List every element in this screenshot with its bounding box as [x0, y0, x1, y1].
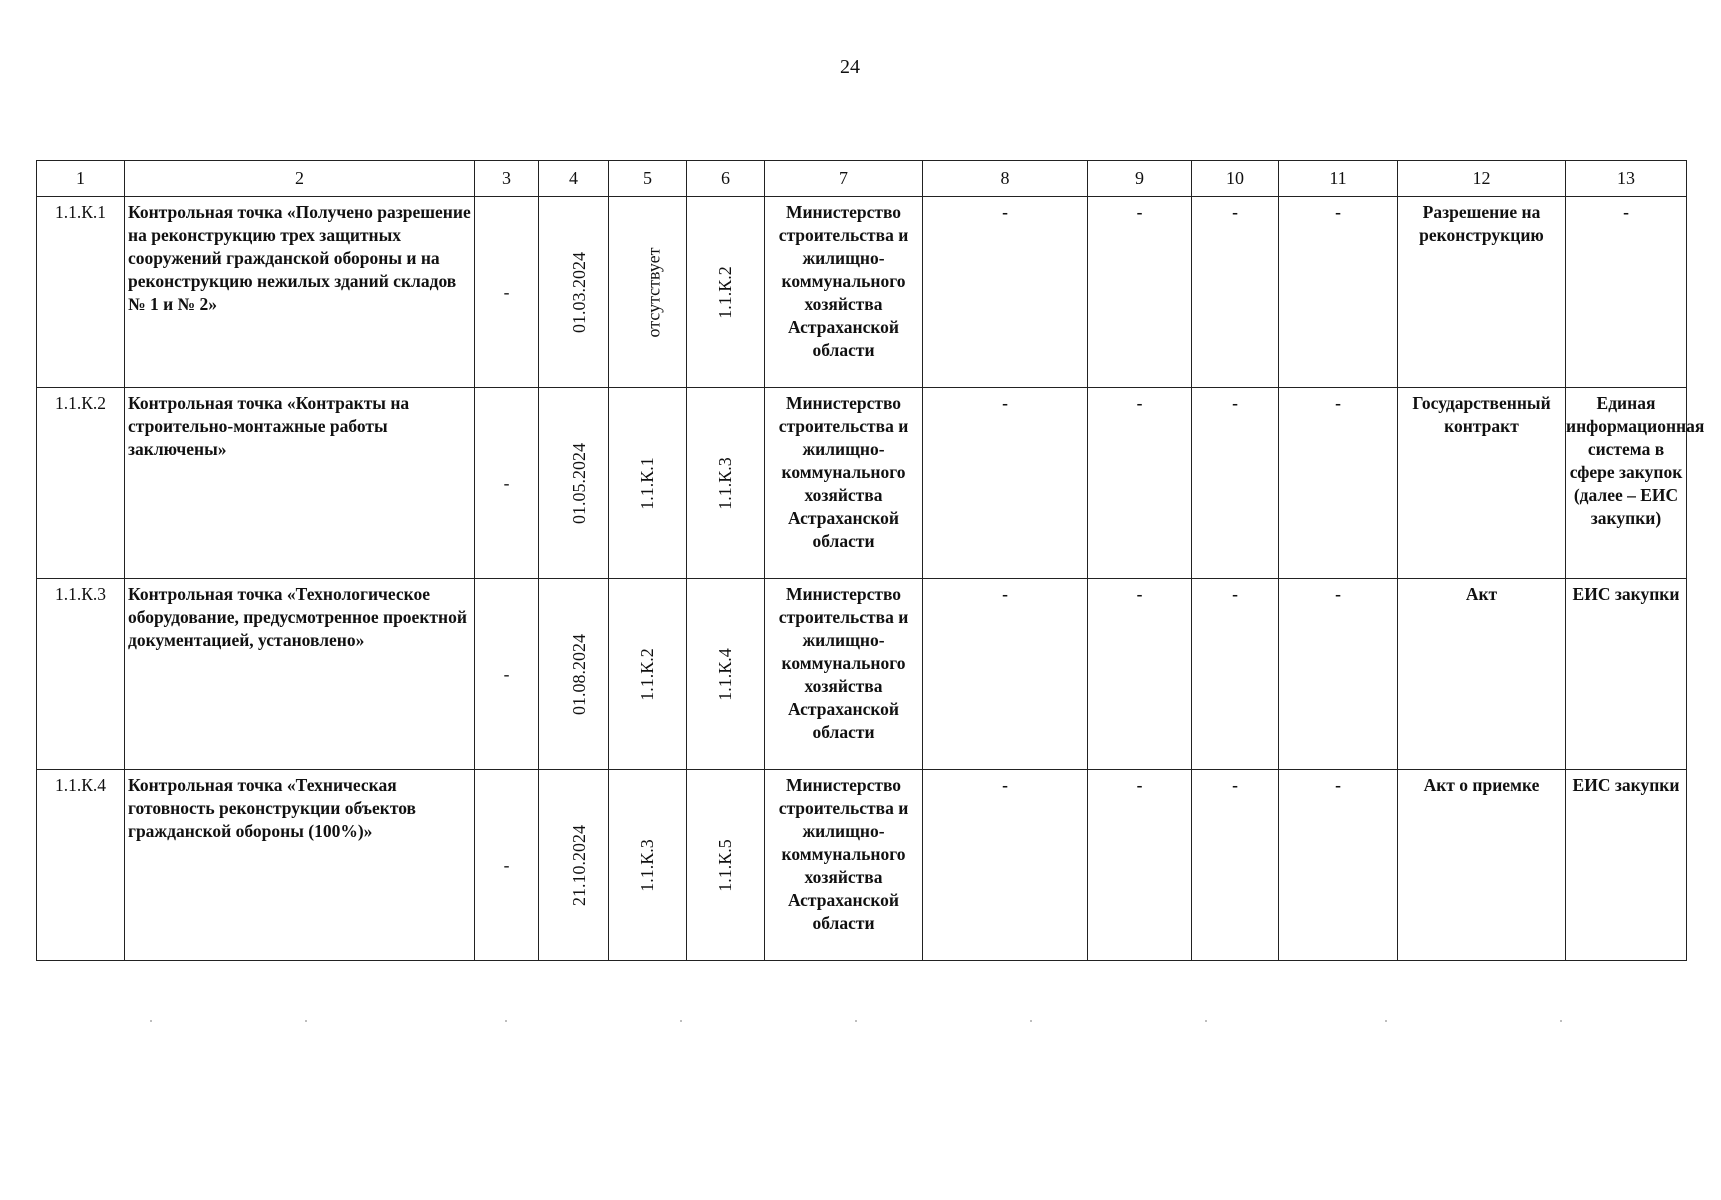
row-successor: 1.1.К.4 — [714, 647, 735, 701]
row-col8: - — [923, 388, 1088, 579]
row-successor-cell — [687, 579, 765, 770]
row-date: 21.10.2024 — [569, 824, 589, 906]
row-successor-cell — [687, 197, 765, 388]
header-cell: 1 — [37, 161, 125, 197]
row-date-cell — [539, 579, 609, 770]
header-row — [37, 161, 1687, 197]
row-system: ЕИС закупки — [1566, 579, 1687, 770]
row-description: Контрольная точка «Контракты на строительно-монтажные работы заключены» — [125, 388, 475, 579]
row-document: Акт — [1398, 579, 1566, 770]
row-document: Акт о приемке — [1398, 770, 1566, 961]
header-cell: 9 — [1088, 161, 1192, 197]
row-date-cell — [539, 197, 609, 388]
row-date-cell — [539, 388, 609, 579]
row-description: Контрольная точка «Получено разрешение на реконструкцию трех защитных сооружений гражданской обороны и на реконструкцию нежилых зданий складов № 1 и № 2» — [125, 197, 475, 388]
row-col3: - — [475, 388, 539, 579]
row-predecessor: 1.1.К.2 — [636, 647, 657, 701]
row-code: 1.1.К.2 — [37, 388, 125, 579]
row-col10: - — [1192, 388, 1279, 579]
control-points-table — [36, 160, 1705, 961]
row-col8: - — [923, 197, 1088, 388]
row-predecessor: отсутствует — [643, 246, 664, 338]
row-col8: - — [923, 770, 1088, 961]
header-cell: 6 — [687, 161, 765, 197]
row-code: 1.1.К.1 — [37, 197, 125, 388]
header-cell: 5 — [609, 161, 687, 197]
header-cell: 12 — [1398, 161, 1566, 197]
row-predecessor-cell — [609, 388, 687, 579]
row-predecessor-cell — [609, 770, 687, 961]
row-col9: - — [1088, 579, 1192, 770]
row-document: Разрешение на реконструкцию — [1398, 197, 1566, 388]
row-col11: - — [1279, 770, 1398, 961]
header-cell: 13 — [1566, 161, 1687, 197]
row-successor: 1.1.К.3 — [714, 456, 735, 510]
header-cell: 10 — [1192, 161, 1279, 197]
row-col10: - — [1192, 579, 1279, 770]
row-date: 01.03.2024 — [569, 251, 589, 333]
row-date-cell — [539, 770, 609, 961]
row-col11: - — [1279, 197, 1398, 388]
row-predecessor-cell — [609, 197, 687, 388]
row-col10: - — [1192, 770, 1279, 961]
row-code: 1.1.К.3 — [37, 579, 125, 770]
scan-artifacts — [150, 1020, 1580, 1024]
row-date: 01.05.2024 — [569, 442, 589, 524]
row-responsible: Министерство строительства и жилищно-коммунального хозяйства Астраханской области — [765, 579, 923, 770]
row-col10: - — [1192, 197, 1279, 388]
row-responsible: Министерство строительства и жилищно-коммунального хозяйства Астраханской области — [765, 770, 923, 961]
row-responsible: Министерство строительства и жилищно-коммунального хозяйства Астраханской области — [765, 197, 923, 388]
row-date: 01.08.2024 — [569, 633, 589, 715]
row-predecessor: 1.1.К.3 — [636, 838, 657, 892]
table-row — [37, 388, 1687, 579]
row-predecessor-cell — [609, 579, 687, 770]
table-row — [37, 197, 1687, 388]
row-description: Контрольная точка «Технологическое оборудование, предусмотренное проектной документацией, установлено» — [125, 579, 475, 770]
row-system: ЕИС закупки — [1566, 770, 1687, 961]
header-cell: 3 — [475, 161, 539, 197]
row-successor: 1.1.К.5 — [714, 838, 735, 892]
row-document: Государственный контракт — [1398, 388, 1566, 579]
row-system: - — [1566, 197, 1687, 388]
header-cell: 7 — [765, 161, 923, 197]
row-col9: - — [1088, 197, 1192, 388]
row-predecessor: 1.1.К.1 — [636, 456, 657, 510]
header-cell: 4 — [539, 161, 609, 197]
table-row — [37, 579, 1687, 770]
header-cell: 11 — [1279, 161, 1398, 197]
row-col3: - — [475, 197, 539, 388]
row-description: Контрольная точка «Техническая готовность реконструкции объектов гражданской обороны (100%)» — [125, 770, 475, 961]
row-col3: - — [475, 770, 539, 961]
row-col3: - — [475, 579, 539, 770]
row-col9: - — [1088, 770, 1192, 961]
row-col8: - — [923, 579, 1088, 770]
row-col11: - — [1279, 388, 1398, 579]
row-responsible: Министерство строительства и жилищно-коммунального хозяйства Астраханской области — [765, 388, 923, 579]
header-cell: 8 — [923, 161, 1088, 197]
table-row — [37, 770, 1687, 961]
row-code: 1.1.К.4 — [37, 770, 125, 961]
row-successor: 1.1.К.2 — [714, 265, 735, 319]
row-system: Единая информационная система в сфере закупок (далее – ЕИС закупки) — [1566, 388, 1687, 579]
row-successor-cell — [687, 388, 765, 579]
row-col11: - — [1279, 579, 1398, 770]
row-successor-cell — [687, 770, 765, 961]
header-cell: 2 — [125, 161, 475, 197]
page-number: 24 — [840, 56, 860, 78]
row-col9: - — [1088, 388, 1192, 579]
